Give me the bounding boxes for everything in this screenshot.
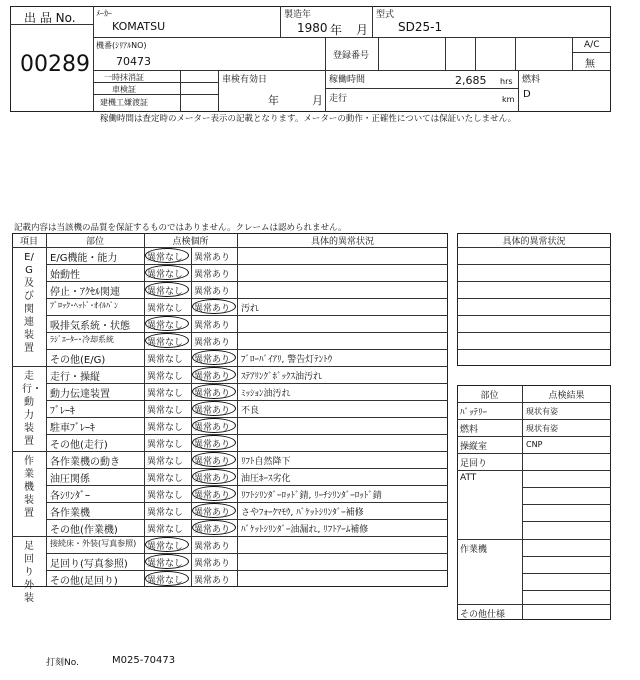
inspection-detail: ﾊﾞｹｯﾄｼﾘﾝﾀﾞｰ油漏れ, ﾘﾌﾄｱｰﾑ補修 [241,525,369,535]
inspection-detail: さやﾌｫｰｸﾏﾓｳ, ﾊﾞｹｯﾄｼﾘﾝﾀﾞｰ補修 [241,508,364,518]
inspection-part: 油圧関係 [50,474,90,485]
result-value: 現状有姿 [526,407,558,416]
temp-reg-label: 一時抹消証 [104,73,144,82]
model-label: 型式 [376,10,395,20]
abnormal-option[interactable]: 異常あり [194,525,231,535]
abnormal-option[interactable]: 異常あり [194,321,231,331]
normal-option[interactable]: 異常なし [147,389,184,399]
maker-value: KOMATSU [112,20,166,33]
abnormal-option[interactable]: 異常あり [194,457,231,467]
abnormal-option[interactable]: 異常あり [194,491,231,501]
col-part-header: 部位 [85,237,104,247]
result-value-header: 点検結果 [548,391,585,401]
normal-option[interactable]: 異常なし [147,440,184,450]
result-part: 足回り [460,459,488,469]
model-value: SD25-1 [398,20,443,34]
year-value: 1980 [297,21,328,35]
normal-option[interactable]: 異常なし [147,270,184,280]
normal-option[interactable]: 異常なし [147,525,184,535]
inspection-part: 駐車ﾌﾞﾚｰｷ [50,423,95,434]
maker-label: ﾒｰｶｰ [96,9,112,18]
inspection-detail: ﾘﾌﾄ自然降下 [241,457,291,467]
result-part: その他仕様 [460,610,506,620]
group-label: E/G及び関連装置 [24,252,34,354]
abnormal-option[interactable]: 異常あり [194,338,231,348]
inspection-valid-label: 車検有効日 [222,75,268,85]
abnormal-option[interactable]: 異常あり [194,389,231,399]
serial-value: 70473 [116,55,151,68]
inspection-part: ﾌﾞﾚｰｷ [50,406,75,417]
year-label: 製造年 [284,10,312,20]
normal-option[interactable]: 異常なし [147,355,184,365]
inspection-part: 始動性 [50,270,80,281]
ac-label: A/C [584,40,600,50]
result-part: 作業機 [460,545,488,555]
abnormal-option[interactable]: 異常あり [194,508,231,518]
ac-value: 無 [585,59,595,70]
inspection-detail: ﾌﾞﾛｰﾊﾞｲｱﾘ, 警告灯ﾃﾝﾄｳ [241,355,333,365]
inspection-detail: 汚れ [241,304,260,314]
inspection-detail: ﾐｯｼｮﾝ油汚れ [241,389,291,399]
inspection-part: ﾗｼﾞｴｰﾀｰ･冷却系統 [50,335,114,344]
normal-option[interactable]: 異常なし [147,423,184,433]
result-part: ﾊﾞｯﾃﾘｰ [460,408,488,418]
abnormal-option[interactable]: 異常あり [194,423,231,433]
abnormal-option[interactable]: 異常あり [194,372,231,382]
normal-option[interactable]: 異常なし [147,457,184,467]
inspection-year-unit: 年 [268,94,279,107]
hours-value: 2,685 [455,74,487,87]
hours-label: 稼働時間 [329,75,366,85]
group-label: 足回り外装 [24,541,34,604]
normal-option[interactable]: 異常なし [147,372,184,382]
result-value: 現状有姿 [526,424,558,433]
col-item-header: 項目 [19,237,38,247]
normal-option[interactable]: 異常なし [147,338,184,348]
inspection-part: 停止・ｱｸｾﾙ関連 [50,287,120,298]
inspection-cert-label: 車検証 [112,85,136,94]
inspection-part: ﾌﾞﾛｯｸ･ﾍｯﾄﾞ･ｵｲﾙﾊﾟﾝ [50,301,118,310]
normal-option[interactable]: 異常なし [147,559,184,569]
inspection-detail: ﾘﾌﾄｼﾘﾝﾀﾞｰﾛｯﾄﾞ錆, ﾘｰﾁｼﾘﾝﾀﾞｰﾛｯﾄﾞ錆 [241,491,382,501]
inspection-part: その他(走行) [50,440,108,451]
group-label: 作業機装置 [24,456,34,519]
inspection-part: その他(足回り) [50,576,118,587]
normal-option[interactable]: 異常なし [147,287,184,297]
normal-option[interactable]: 異常なし [147,253,184,263]
inspection-part: その他(作業機) [50,525,118,536]
inspection-month-unit: 月 [312,94,323,107]
year-unit: 年 [330,23,343,37]
lot-label: 出 品 No. [24,11,76,25]
abnormal-option[interactable]: 異常あり [194,287,231,297]
abnormal-detail-header: 具体的異常状況 [502,237,566,247]
inspection-part: 各ｼﾘﾝﾀﾞｰ [50,491,90,502]
month-unit: 月 [356,23,369,37]
inspection-part: 各作業機の動き [50,457,120,468]
normal-option[interactable]: 異常なし [147,508,184,518]
normal-option[interactable]: 異常なし [147,576,184,586]
abnormal-option[interactable]: 異常あり [194,474,231,484]
inspection-part: 走行・操縦 [50,372,100,383]
inspection-detail: 油圧ﾎｰｽ劣化 [241,474,291,484]
abnormal-option[interactable]: 異常あり [194,576,231,586]
abnormal-option[interactable]: 異常あり [194,270,231,280]
inspection-detail: ｽﾃｱﾘﾝｸﾞﾎﾞｯｸｽ油汚れ [241,372,323,382]
normal-option[interactable]: 異常なし [147,304,184,314]
stamp-label: 打刻No. [46,658,79,668]
inspection-part: E/G機能・能力 [50,253,118,264]
distance-label: 走行 [329,94,348,104]
inspection-part: 接続床・外装(写真参照) [50,539,137,548]
serial-label: 機番(ｼﾘｱﾙNO) [96,41,147,50]
hours-note: 稼働時間は査定時のメーター表示の記載となります。メーターの動作・正確性については保証いたしません。 [100,114,517,124]
abnormal-option[interactable]: 異常あり [194,355,231,365]
inspection-part: 各作業機 [50,508,90,519]
abnormal-option[interactable]: 異常あり [194,406,231,416]
fuel-label: 燃料 [522,75,541,85]
group-label: 走行・動力装置 [22,371,42,447]
result-part: ATT [460,473,477,483]
normal-option[interactable]: 異常なし [147,491,184,501]
abnormal-option[interactable]: 異常あり [194,440,231,450]
normal-option[interactable]: 異常なし [147,321,184,331]
fuel-value: D [523,89,531,100]
normal-option[interactable]: 異常なし [147,406,184,416]
inspection-part: その他(E/G) [50,355,106,366]
inspection-part: 動力伝達装置 [50,389,110,400]
disclaimer: 記載内容は当該機の品質を保証するものではありません。クレームは認められません。 [14,223,347,233]
inspection-detail: 不良 [241,406,260,416]
abnormal-option[interactable]: 異常あり [194,559,231,569]
normal-option[interactable]: 異常なし [147,474,184,484]
abnormal-option[interactable]: 異常あり [194,304,231,314]
result-part-header: 部位 [480,391,499,401]
col-point-header: 点検個所 [172,237,209,247]
inspection-part: 吸排気系統・状態 [50,321,130,332]
km-unit: km [502,95,515,104]
registration-label: 登録番号 [333,51,370,61]
normal-option[interactable]: 異常なし [147,542,184,552]
result-part: 操縦室 [460,442,488,452]
inspection-part: 足回り(写真参照) [50,559,128,570]
hours-unit: hrs [500,77,513,86]
abnormal-option[interactable]: 異常あり [194,253,231,263]
lot-number: 00289 [20,52,90,77]
work-vehicle-label: 建機工嫌渡証 [100,98,148,107]
col-detail-header: 具体的異常状況 [310,237,374,247]
result-part: 燃料 [460,425,479,435]
result-value: CNP [526,440,543,449]
stamp-value: M025-70473 [112,655,176,666]
abnormal-option[interactable]: 異常あり [194,542,231,552]
